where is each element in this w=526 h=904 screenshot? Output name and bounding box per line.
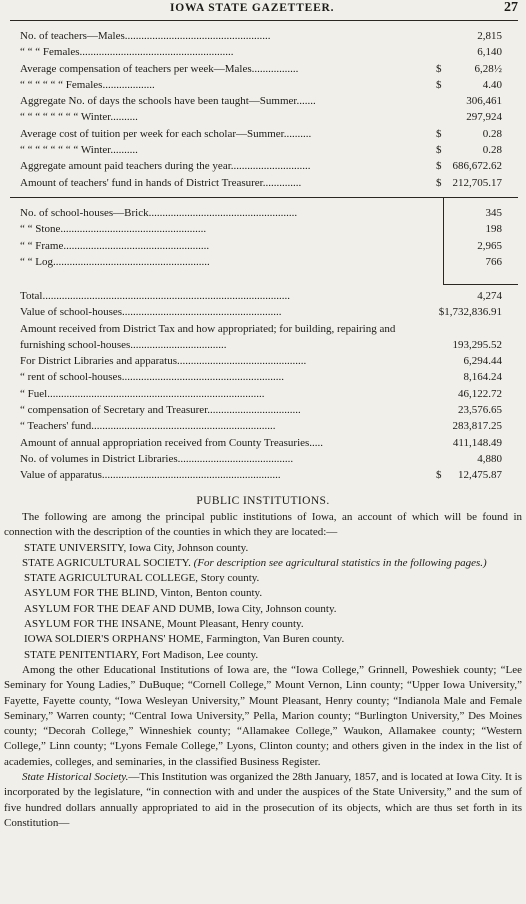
stat-row [20,221,502,237]
stat-label: No. of teachers—Males..................................................... [20,30,271,42]
stat-row [20,369,502,385]
stat-row [20,451,502,467]
dollar-sign: $ [436,127,442,140]
stat-value: 4.40 [482,78,502,91]
stat-label: Value of school-houses.......................................................... [20,306,282,319]
stat-label: “ “ “ “ “ “ Females................... [20,78,155,91]
stat-value: 6,140 [477,46,502,59]
stat-label: “ compensation of Secretary and Treasurer.................................. [20,404,301,417]
stat-row [20,93,502,109]
other-institutions-paragraph: Among the other Educational Institutions of Iowa are, the “Iowa College,” Grinnell, Poweshiek county; “Lee Seminary for Young Ladies,” DuBuque; “Cornell College,” Mount Vernon, Linn county; “Upper Iowa University,” Fayette, Fayette county, “Iowa Wesleyan University,” Mount Pleasant, Henry county; “Indianola Male and Female Seminary,” Warren county; “Central Iowa University,” Pella, Marion county; “Burlington University,” Des Moines county; “Decorah College,” Winneshiek county; “Allamakee College,” Waukon, Allamakee county; “Western College,” Linn county; “Lyons Female College,” Lyons, Clinton county; and others given in the index in the list of academies, colleges, and seminaries, in the classified Business Register. [4,663,522,768]
stat-row [20,254,502,270]
stat-label: No. of volumes in District Libraries.......................................... [20,452,294,465]
stat-row [20,386,502,402]
stat-label: “ “ Log......................................................... [20,255,210,268]
public-institutions-section [0,488,526,831]
stat-row [20,109,502,125]
stat-row [20,44,502,60]
stat-value: $1,732,836.91 [438,306,502,319]
running-title: IOWA STATE GAZETTEER. [170,2,335,14]
stat-row [20,158,502,174]
stat-row [20,467,502,483]
stat-row [20,28,502,44]
stat-row [20,402,502,418]
stat-value: 345 [485,207,502,219]
finance-stats-table [20,288,502,484]
stat-value: 297,924 [466,111,502,124]
dollar-sign: $ [436,176,442,189]
running-head [0,0,526,20]
institution-line: ASYLUM FOR THE DEAF AND DUMB, Iowa City, Johnson county. [24,602,337,615]
schoolhouse-stats-table [20,205,502,270]
institution-line: ASYLUM FOR THE INSANE, Mount Pleasant, Henry county. [24,618,304,631]
section-heading: PUBLIC INSTITUTIONS. [196,495,330,507]
institution-line: STATE UNIVERSITY, Iowa City, Johnson county. [24,541,249,554]
stat-label: Average compensation of teachers per week—Males................. [20,62,299,75]
stat-label: Amount of teachers' fund in hands of District Treasurer.............. [20,176,302,189]
dollar-sign: $ [436,160,442,173]
stat-row [20,418,502,434]
stat-value: 686,672.62 [452,160,502,173]
stat-label: Aggregate No. of days the schools have been taught—Summer....... [20,95,316,108]
stat-row [20,175,502,191]
stat-label: Aggregate amount paid teachers during the year............................. [20,160,311,173]
institution-list [0,571,526,663]
stat-value: 283,817.25 [452,420,502,433]
dollar-sign: $ [436,62,442,75]
stat-row [20,205,502,221]
dollar-sign: $ [436,144,442,157]
stat-label: “ Fuel............................................................................... [20,387,265,400]
stat-row [20,77,502,93]
stat-label: Value of apparatus................................................................. [20,469,281,482]
stat-row [20,142,502,158]
stat-value: 2,965 [477,239,502,252]
stat-label: Amount received from District Tax and how appropriated; for building, repairing and furnishing school-houses................................... [20,322,396,351]
stat-value: 411,148.49 [452,436,502,449]
stat-label: “ rent of school-houses........................................................... [20,371,284,384]
institution-line: STATE AGRICULTURAL COLLEGE, Story county. [24,572,260,585]
stat-label: “ “ “ Females........................................................ [20,46,234,59]
stat-label: Total.......................................................................................... [20,290,290,302]
stat-row [20,304,502,320]
stat-value: 4,274 [477,290,502,302]
column-rule [443,197,444,284]
dollar-sign: $ [436,469,442,482]
stat-value: 198 [485,223,502,236]
stat-value: 193,295.52 [452,338,502,351]
institution-line: IOWA SOLDIER'S ORPHANS' HOME, Farmington, Van Buren county. [24,633,345,646]
stat-row [20,435,502,451]
stat-value: 46,122.72 [458,387,502,400]
historical-society-paragraph: State Historical Society.—This Institution was organized the 28th January, 1857, and is located at Iowa City. It is incorporated by the legislature, “in connection with and under the auspices of the State University,” and the sum of five hundred dollars annually appropriated to aid in the prosecution of its objects, which are thus set forth in its Constitution— [4,771,522,829]
stat-row [20,126,502,142]
dollar-sign: $ [436,78,442,91]
stat-label: “ “ “ “ “ “ “ “ Winter.......... [20,111,138,124]
teacher-stats-table [20,28,502,191]
stat-value: 23,576.65 [458,404,502,417]
header-rule [10,20,518,21]
intro-paragraph: The following are among the principal public institutions of Iowa, an account of which will be found in connection with the description of the counties in which they are located:— [4,511,522,539]
stat-row [20,238,502,254]
stat-value: 2,815 [477,30,502,42]
section-rule [10,197,518,198]
stat-value: 766 [485,255,502,268]
page-number: 27 [504,0,518,15]
stat-label: “ Teachers' fund................................................................... [20,420,276,433]
sum-rule [443,284,518,285]
stat-value: 12,475.87 [458,469,502,482]
stat-row [20,288,502,304]
stat-label: No. of school-houses—Brick...................................................... [20,207,298,219]
stat-label: “ “ Frame..................................................... [20,239,210,252]
stat-row [20,321,502,354]
stat-value: 212,705.17 [452,176,502,189]
institution-line: STATE PENITENTIARY, Fort Madison, Lee county. [24,648,259,661]
stat-label: Amount of annual appropriation received from County Treasuries..... [20,436,324,449]
stat-label: Average cost of tuition per week for each scholar—Summer.......... [20,127,312,140]
stat-label: “ “ “ “ “ “ “ “ Winter.......... [20,144,138,157]
stat-row [20,61,502,77]
stat-row [20,353,502,369]
stat-label: For District Libraries and apparatus............................................... [20,355,307,368]
stat-value: 0.28 [482,144,502,157]
stat-value: 4,880 [477,452,502,465]
institution-line: ASYLUM FOR THE BLIND, Vinton, Benton county. [24,587,263,600]
agricultural-society-line: STATE AGRICULTURAL SOCIETY. (For description see agricultural statistics in the following pages.) [22,556,487,569]
stat-label: “ “ Stone..................................................... [20,223,207,236]
stat-value: 6,28½ [474,62,502,75]
stat-value: 306,461 [466,95,502,108]
stat-value: 0.28 [482,127,502,140]
stat-value: 8,164.24 [463,371,502,384]
stat-value: 6,294.44 [463,355,502,368]
